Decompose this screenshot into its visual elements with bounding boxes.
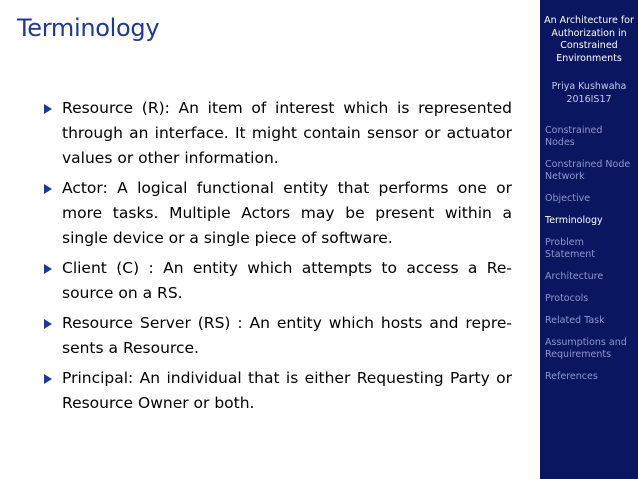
nav-item-protocols[interactable]: Protocols bbox=[545, 293, 589, 304]
section-nav bbox=[540, 125, 638, 383]
triangle-bullet-icon bbox=[44, 264, 52, 274]
nav-item-objective[interactable]: Objective bbox=[545, 193, 591, 204]
nav-item-constrained-nodes[interactable]: Constrained Nodes bbox=[545, 125, 603, 148]
bullet-item bbox=[44, 311, 512, 361]
sidebar bbox=[540, 0, 638, 479]
nav-item-terminology[interactable]: Terminology bbox=[545, 215, 603, 226]
nav-item-problem-statement[interactable]: Problem Statement bbox=[545, 237, 595, 260]
bullet-text: Actor: A logical functional entity that performs one or more tasks. Multiple Actors may be present within a single device or a single piece of software. bbox=[62, 179, 512, 247]
nav-item-related-task[interactable]: Related Task bbox=[545, 315, 605, 326]
triangle-bullet-icon bbox=[44, 184, 52, 194]
presentation-title[interactable]: An Architecture for Authorization in Constrained Environments bbox=[544, 15, 634, 64]
bullet-text: Principal: An individual that is either Requesting Party or Resource Owner or both. bbox=[62, 369, 512, 412]
bullet-text: Resource (R): An item of interest which is represented through an interface. It might contain sensor or actuator values or other information. bbox=[62, 99, 512, 167]
bullet-item bbox=[44, 96, 512, 171]
bullet-item bbox=[44, 366, 512, 416]
nav-item-architecture[interactable]: Architecture bbox=[545, 271, 604, 282]
bullet-text: Resource Server (RS) : An entity which hosts and repre- sents a Resource. bbox=[62, 314, 512, 357]
bullet-item bbox=[44, 176, 512, 251]
nav-item-references[interactable]: References bbox=[545, 371, 598, 382]
triangle-bullet-icon bbox=[44, 104, 52, 114]
triangle-bullet-icon bbox=[44, 319, 52, 329]
nav-item-constrained-node-network[interactable]: Constrained Node Network bbox=[545, 159, 631, 182]
bullet-item bbox=[44, 256, 512, 306]
slide-title: Terminology bbox=[17, 14, 160, 42]
bullet-list bbox=[44, 96, 512, 421]
nav-item-assumptions-and-requirements[interactable]: Assumptions and Requirements bbox=[545, 337, 627, 360]
bullet-text: Client (C) : An entity which attempts to access a Re- source on a RS. bbox=[62, 259, 512, 302]
author-id[interactable]: 2016IS17 bbox=[566, 93, 612, 105]
triangle-bullet-icon bbox=[44, 374, 52, 384]
author-block bbox=[540, 81, 638, 106]
author-name[interactable]: Priya Kushwaha bbox=[551, 81, 627, 92]
